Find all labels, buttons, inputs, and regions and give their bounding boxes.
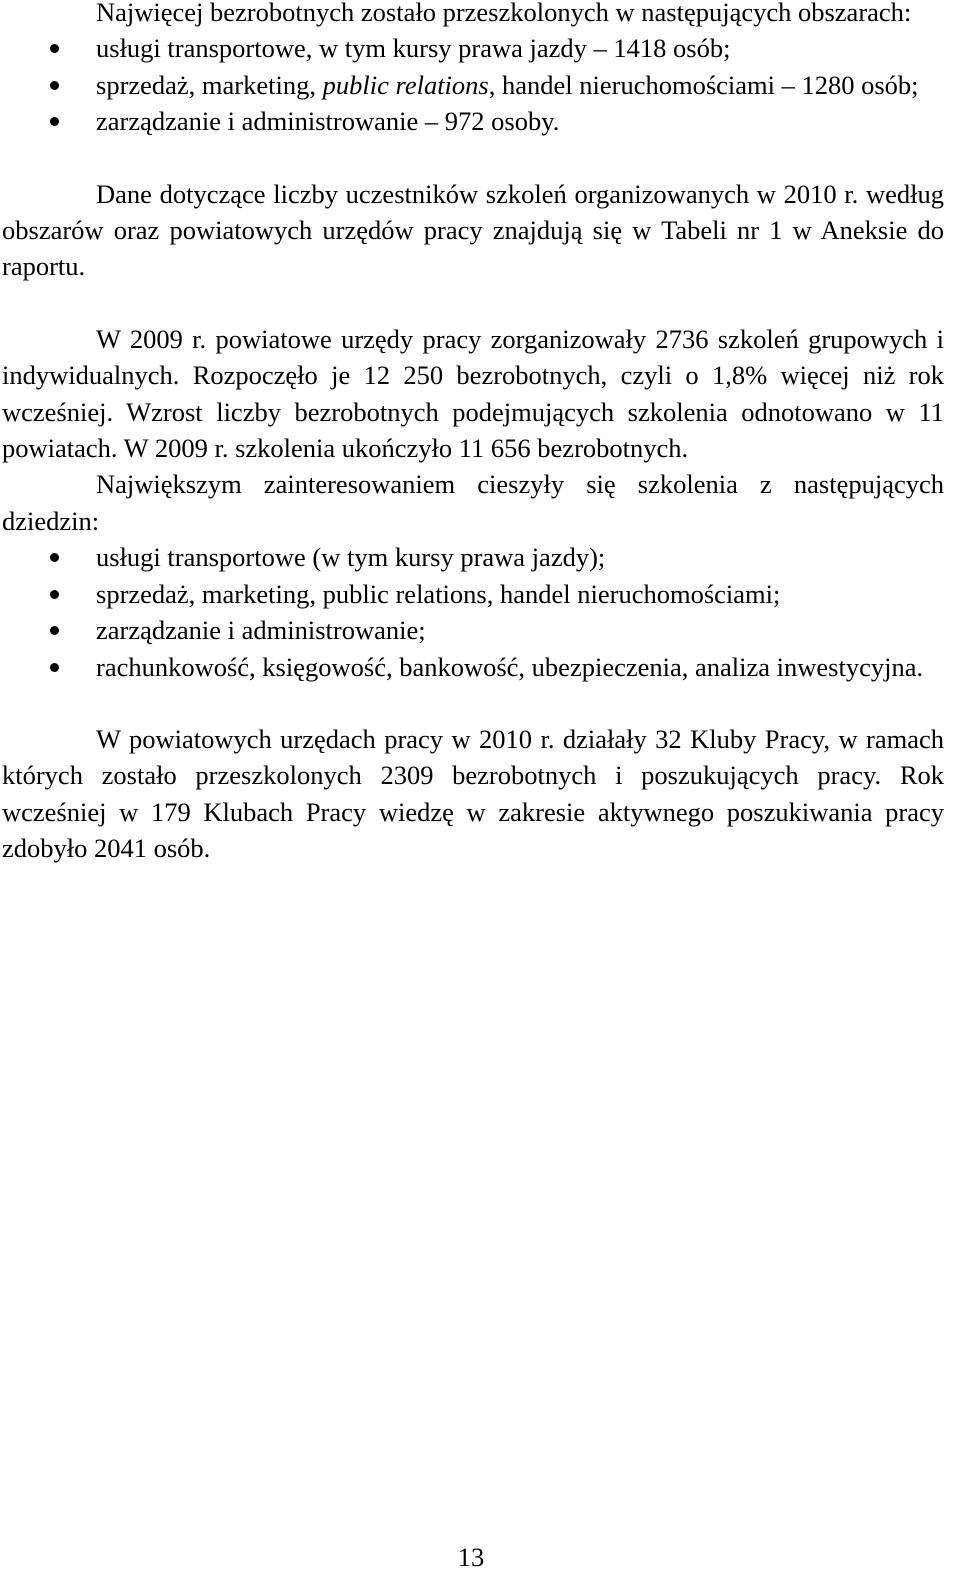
list-item-italic: public relations <box>322 69 489 100</box>
bullet-icon <box>50 117 59 126</box>
list-item <box>2 649 944 685</box>
bullet-icon <box>50 663 59 672</box>
list-item <box>2 539 944 575</box>
intro-paragraph: Najwięcej bezrobotnych zostało przeszkolonych w następujących obszarach: <box>96 0 912 27</box>
list-item <box>2 30 944 66</box>
paragraph-kluby-pracy: W powiatowych urzędach pracy w 2010 r. działały 32 Kluby Pracy, w ramach których zostało przeszkolonych 2309 bezrobotnych i poszukujących pracy. Rok wcześniej w 179 Klubach Pracy wiedzę w zakresie aktywnego poszukiwania pracy zdobyło 2041 osób. <box>2 723 944 864</box>
list-item <box>2 612 944 648</box>
list-item-text: zarządzanie i administrowanie – 972 osoby. <box>96 106 560 137</box>
bullet-icon <box>50 626 59 635</box>
bullet-icon <box>50 590 59 599</box>
paragraph-2009: W 2009 r. powiatowe urzędy pracy zorganizowały 2736 szkoleń grupowych i indywidualnych. Rozpoczęło je 12 250 bezrobotnych, czyli o 1,8% więcej niż rok wcześniej. Wzrost liczby bezrobotnych podejmujących szkolenia odnotowano w 11 powiatach. W 2009 r. szkolenia ukończyło 11 656 bezrobotnych. <box>2 323 944 464</box>
interest-areas-list <box>2 539 944 685</box>
list-item <box>2 576 944 612</box>
list-item <box>2 67 944 103</box>
document-body <box>2 0 944 867</box>
list-item-text: , handel nieruchomościami – 1280 osób; <box>488 69 919 100</box>
list-item-text: usługi transportowe (w tym kursy prawa jazdy); <box>96 542 606 573</box>
list-item-text: zarządzanie i administrowanie; <box>96 615 426 646</box>
list-item-text: rachunkowość, księgowość, bankowość, ubezpieczenia, analiza inwestycyjna. <box>96 651 924 682</box>
bullet-icon <box>50 44 59 53</box>
bullet-icon <box>50 553 59 562</box>
list-item-text: sprzedaż, marketing, <box>96 69 323 100</box>
list-item-text: sprzedaż, marketing, public relations, handel nieruchomościami; <box>96 578 781 609</box>
paragraph-dane: Dane dotyczące liczby uczestników szkoleń organizowanych w 2010 r. według obszarów oraz powiatowych urzędów pracy znajdują się w Tabeli nr 1 w Aneksie do raportu. <box>2 178 944 282</box>
bullet-icon <box>50 81 59 90</box>
list-item <box>2 103 944 139</box>
page-number: 13 <box>457 1542 485 1572</box>
paragraph-interest: Największym zainteresowaniem cieszyły się szkolenia z następujących dziedzin: <box>2 469 944 536</box>
training-areas-list <box>2 30 944 139</box>
list-item-text: usługi transportowe, w tym kursy prawa jazdy – 1418 osób; <box>96 33 731 64</box>
